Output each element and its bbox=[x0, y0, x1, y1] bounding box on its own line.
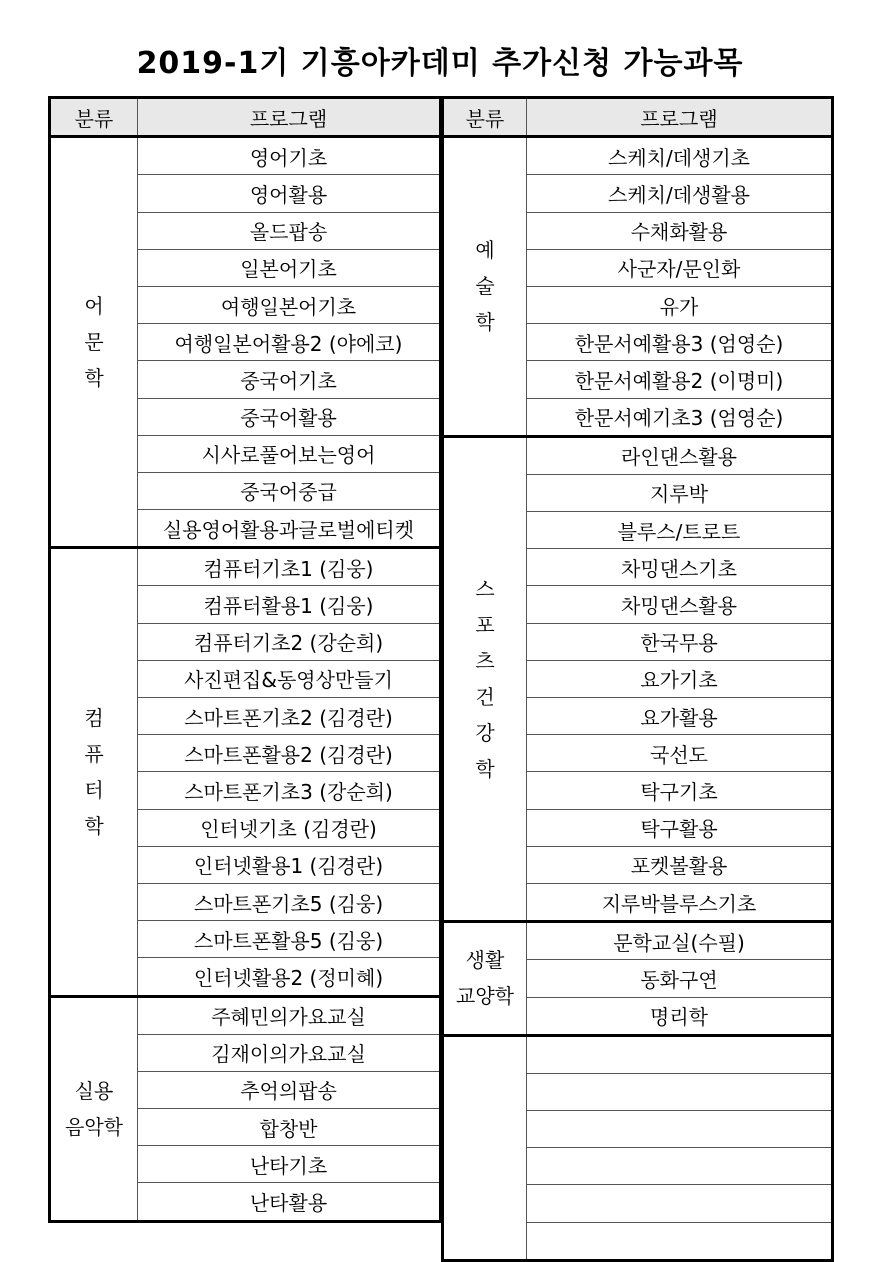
category-header: 분류 bbox=[50, 98, 138, 137]
category-label: 예 bbox=[475, 238, 495, 263]
program-cell: 컴퓨터기초1 (김웅) bbox=[138, 548, 441, 586]
program-cell bbox=[527, 1185, 833, 1222]
program-cell: 합창반 bbox=[138, 1109, 441, 1146]
left-table-body bbox=[50, 137, 441, 1221]
program-cell: 여행일본어활용2 (야에코) bbox=[138, 324, 441, 361]
program-cell: 유가 bbox=[527, 286, 833, 323]
table-row bbox=[443, 137, 833, 175]
program-cell: 블루스/트로트 bbox=[527, 512, 833, 549]
program-cell: 동화구연 bbox=[527, 960, 833, 997]
program-cell: 수채화활용 bbox=[527, 212, 833, 249]
table-row bbox=[443, 436, 833, 474]
program-cell: 실용영어활용과글로벌에티켓 bbox=[138, 510, 441, 548]
header-row bbox=[443, 98, 833, 137]
category-label: 포 bbox=[475, 612, 495, 637]
program-cell: 인터넷활용1 (김경란) bbox=[138, 846, 441, 883]
category-cell bbox=[50, 996, 138, 1221]
program-cell bbox=[527, 1148, 833, 1185]
program-cell: 스마트폰기초3 (강순희) bbox=[138, 772, 441, 809]
category-label: 건 bbox=[475, 684, 495, 709]
program-cell: 요가활용 bbox=[527, 698, 833, 735]
program-cell: 스마트폰기초2 (김경란) bbox=[138, 698, 441, 735]
program-cell: 탁구활용 bbox=[527, 809, 833, 846]
program-cell bbox=[527, 1222, 833, 1260]
program-cell: 난타기초 bbox=[138, 1146, 441, 1183]
program-cell: 김재이의가요교실 bbox=[138, 1034, 441, 1071]
program-cell: 한문서예활용3 (엄영순) bbox=[527, 324, 833, 361]
left-course-table bbox=[48, 96, 442, 1223]
category-cell bbox=[50, 137, 138, 548]
program-header: 프로그램 bbox=[527, 98, 833, 137]
category-label: 컴 bbox=[84, 705, 104, 730]
program-cell bbox=[527, 1035, 833, 1073]
category-label: 술 bbox=[475, 274, 495, 299]
program-cell: 국선도 bbox=[527, 735, 833, 772]
program-cell: 중국어중급 bbox=[138, 472, 441, 509]
program-cell: 스마트폰활용2 (김경란) bbox=[138, 735, 441, 772]
program-cell: 영어기초 bbox=[138, 137, 441, 175]
category-label: 생활 bbox=[465, 948, 505, 973]
program-cell: 스케치/데생기초 bbox=[527, 137, 833, 175]
program-cell: 한국무용 bbox=[527, 623, 833, 660]
program-cell: 컴퓨터기초2 (강순희) bbox=[138, 623, 441, 660]
category-label: 실용 bbox=[74, 1078, 114, 1103]
program-cell: 일본어기초 bbox=[138, 249, 441, 286]
category-cell bbox=[443, 137, 527, 437]
category-label: 음악학 bbox=[65, 1114, 123, 1139]
program-cell: 중국어활용 bbox=[138, 398, 441, 435]
category-label: 어 bbox=[84, 294, 104, 319]
category-label: 학 bbox=[475, 310, 495, 335]
header-row bbox=[50, 98, 441, 137]
program-cell: 인터넷활용2 (정미혜) bbox=[138, 958, 441, 996]
category-cell bbox=[443, 436, 527, 921]
category-cell bbox=[50, 548, 138, 996]
category-header: 분류 bbox=[443, 98, 527, 137]
category-label: 츠 bbox=[475, 648, 495, 673]
program-cell: 여행일본어기초 bbox=[138, 286, 441, 323]
category-label: 학 bbox=[84, 813, 104, 838]
program-cell: 한문서예활용2 (이명미) bbox=[527, 361, 833, 398]
category-label: 퓨 bbox=[84, 741, 104, 766]
table-row bbox=[50, 996, 441, 1034]
program-cell: 영어활용 bbox=[138, 175, 441, 212]
program-cell: 라인댄스활용 bbox=[527, 436, 833, 474]
program-cell: 주혜민의가요교실 bbox=[138, 996, 441, 1034]
program-cell: 시사로풀어보는영어 bbox=[138, 435, 441, 472]
table-row bbox=[443, 1035, 833, 1073]
program-cell: 추억의팝송 bbox=[138, 1071, 441, 1108]
program-header: 프로그램 bbox=[138, 98, 441, 137]
program-cell: 차밍댄스활용 bbox=[527, 586, 833, 623]
program-cell: 사진편집&동영상만들기 bbox=[138, 660, 441, 697]
right-course-table bbox=[441, 96, 834, 1262]
category-label: 스 bbox=[475, 576, 495, 601]
program-cell: 인터넷기초 (김경란) bbox=[138, 809, 441, 846]
program-cell: 포켓볼활용 bbox=[527, 846, 833, 883]
program-cell: 중국어기초 bbox=[138, 361, 441, 398]
program-cell: 차밍댄스기초 bbox=[527, 549, 833, 586]
program-cell: 컴퓨터활용1 (김웅) bbox=[138, 586, 441, 623]
category-label: 터 bbox=[84, 777, 104, 802]
page-title: 2019-1기 기흥아카데미 추가신청 가능과목 bbox=[136, 46, 744, 81]
program-cell: 스마트폰활용5 (김웅) bbox=[138, 921, 441, 958]
program-cell: 스마트폰기초5 (김웅) bbox=[138, 883, 441, 920]
right-table-body bbox=[443, 137, 833, 1261]
table-row bbox=[443, 922, 833, 960]
category-label: 교양학 bbox=[456, 984, 514, 1009]
program-cell: 난타활용 bbox=[138, 1183, 441, 1221]
program-cell: 명리학 bbox=[527, 997, 833, 1035]
program-cell: 스케치/데생활용 bbox=[527, 175, 833, 212]
program-cell: 지루박블루스기초 bbox=[527, 883, 833, 921]
table-row bbox=[50, 548, 441, 586]
program-cell: 탁구기초 bbox=[527, 772, 833, 809]
program-cell: 지루박 bbox=[527, 474, 833, 511]
category-label: 학 bbox=[84, 366, 104, 391]
category-label: 학 bbox=[475, 756, 495, 781]
program-cell: 요가기초 bbox=[527, 660, 833, 697]
category-cell bbox=[443, 1035, 527, 1260]
program-cell: 문학교실(수필) bbox=[527, 922, 833, 960]
table-row bbox=[50, 137, 441, 175]
program-cell bbox=[527, 1111, 833, 1148]
program-cell: 사군자/문인화 bbox=[527, 249, 833, 286]
program-cell: 한문서예기초3 (엄영순) bbox=[527, 398, 833, 436]
category-label: 문 bbox=[84, 330, 104, 355]
program-cell: 올드팝송 bbox=[138, 212, 441, 249]
program-cell bbox=[527, 1073, 833, 1110]
category-label: 강 bbox=[475, 720, 495, 745]
category-cell bbox=[443, 922, 527, 1036]
